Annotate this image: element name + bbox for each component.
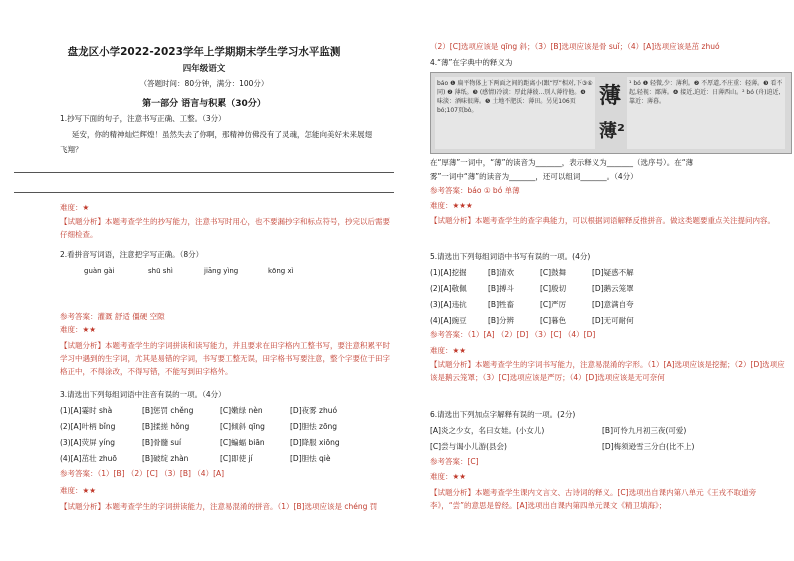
option[interactable]: (1)[A]挖掘 <box>430 268 467 277</box>
q2-difficulty: 难度：★★ <box>60 325 96 334</box>
option[interactable]: [B]分辨 <box>488 316 514 325</box>
option[interactable]: [D]胆怯 qiè <box>290 454 331 463</box>
q3-analysis-cont: （2）[C]选项应该是 qīng 斜；（3）[B]选项应该是骨 suǐ；（4）[A]选项应该是茁 zhuó <box>430 42 720 51</box>
q5-title: 5.请选出下列每组词语中书写有误的一项。(4分) <box>430 252 591 261</box>
dictionary-char: 薄² <box>599 121 625 142</box>
option[interactable]: [D]梅须逊雪三分白(比不上) <box>602 442 695 451</box>
exam-title: 盘龙区小学2022-2023学年上学期期末学生学习水平监测 <box>67 46 341 58</box>
option[interactable]: (4)[A]豌豆 <box>430 316 467 325</box>
q4-answer: 参考答案：báo ① bó 单薄 <box>430 186 520 195</box>
option[interactable]: [B]骨髓 suí <box>142 438 182 447</box>
q1-text-cont: 飞翔？ <box>60 145 83 154</box>
option[interactable]: [C]暮色 <box>540 316 567 325</box>
dictionary-entry-bo: ¹ bó ❶ 轻微,少：薄利。❷ 不厚道,不庄重：轻薄。❸ 看不起,轻视：鄙薄。❹ 接近,迫近：日薄西山。² bó (舟)迫近,靠近：薄暮。 <box>627 77 785 149</box>
q3-title: 3.请选出下列每组词语中注音有误的一项。（4分） <box>60 390 226 399</box>
q2-answer: 参考答案：灌溉 舒适 僵硬 空隙 <box>60 312 165 321</box>
option[interactable]: [D]无可耐何 <box>592 316 634 325</box>
q5-analysis: 【试题分析】本题考查学生的字词书写能力，注意易混淆的字形。（1）[A]选项应该是挖掘；（2）[D]选项应该是鹅云笼罩；（3）[C]选项应该是严厉；（4）[D]选项应该是无可奈何 <box>430 360 785 382</box>
option[interactable]: [D]疑惑不解 <box>592 268 634 277</box>
q2-pinyin-row: guàn gài shū shì jiāng yìng kōng xì <box>84 267 294 275</box>
q2-title: 2.看拼音写词语，注意把字写正确。（8分） <box>60 250 204 259</box>
right-page <box>412 0 792 561</box>
q4-difficulty: 难度：★★★ <box>430 201 473 210</box>
section-heading: 第一部分 语言与积累（30分） <box>142 99 266 109</box>
option[interactable]: (1)[A]霎时 shà <box>60 406 113 415</box>
q1-title: 1.抄写下面的句子，注意书写正确、工整。（3分） <box>60 114 226 123</box>
answer-line[interactable] <box>14 172 394 173</box>
option[interactable]: [C]倾斜 qīng <box>220 422 265 431</box>
q6-answer: 参考答案：[C] <box>430 457 479 466</box>
option[interactable]: (3)[A]违抗 <box>430 300 467 309</box>
q5-answer: 参考答案：（1）[A] （2）[D] （3）[C] （4）[D] <box>430 330 596 339</box>
option[interactable]: [C]嫩绿 nèn <box>220 406 263 415</box>
option[interactable]: [D]降服 xiōng <box>290 438 340 447</box>
q4-analysis: 【试题分析】本题考查学生的查字典能力，可以根据词语解释反推拼音。做这类题要重点关注提问内容。 <box>430 216 775 225</box>
dictionary-image <box>430 72 792 154</box>
option[interactable]: (4)[A]茁壮 zhuō <box>60 454 118 463</box>
option[interactable]: [C]严厉 <box>540 300 567 309</box>
option[interactable]: [B]可怜九月初三夜(可爱) <box>602 426 687 435</box>
q3-analysis: 【试题分析】本题考查学生的字词拼读能力，注意易混淆的拼音。（1）[B]选项应该是 chéng 罚 <box>60 502 378 511</box>
option[interactable]: [B]揉搓 hǒng <box>142 422 190 431</box>
option[interactable]: (2)[A]敬佩 <box>430 284 467 293</box>
option[interactable]: [C]尝与谒小儿游(县会) <box>430 442 507 451</box>
option[interactable]: [B]清欢 <box>488 268 514 277</box>
option[interactable]: [C]即使 jí <box>220 454 253 463</box>
q2-analysis: 【试题分析】本题考查学生的字词拼读和读写能力，并且要求在田字格内工整书写，要注意积累平时学习中遇到的生字词，尤其是易错的字词，书写要工整无误，田字格书写要注意，整个字要位于田字格正中，不得涂改，不得写错，不能写到田字格外。 <box>60 341 390 376</box>
answer-line[interactable] <box>14 192 394 193</box>
q6-analysis: 【试题分析】本题考查学生课内文言文、古诗词的释义。[C]选项出自课内第八单元《王戎不取道旁李》，“尝”的意思是曾经。[A]选项出自课内第四单元课文《精卫填海》； <box>430 488 757 510</box>
dictionary-entry-bao: báo ❶ 扁平物体上下两面之间的距离小(跟“厚”相对,下③⑥同) ❷ 薄纸。❸ (感情)冷淡：厚此薄彼...别人薄待他。❹ 味淡：酒味很薄。❺ 土地不肥沃：薄田。另见106页bó;107页bò。 <box>435 77 595 149</box>
dictionary-char: 薄 <box>599 84 622 109</box>
q5-difficulty: 难度：★★ <box>430 346 466 355</box>
option[interactable]: [D]胆怯 zōng <box>290 422 338 431</box>
option[interactable]: [C]鼓舞 <box>540 268 567 277</box>
q3-answer: 参考答案：（1）[B] （2）[C] （3）[B] （4）[A] <box>60 469 225 478</box>
q6-difficulty: 难度：★★ <box>430 472 466 481</box>
option[interactable]: [B]搏斗 <box>488 284 514 293</box>
option[interactable]: [C]蝙蝠 biān <box>220 438 265 447</box>
option[interactable]: [D]夜雾 zhuó <box>290 406 338 415</box>
q4-text-cont: 雾”一词中“薄”的读音为_______，还可以组词_______。（4分） <box>430 172 638 181</box>
q1-text: 延安，你的精神灿烂辉煌！虽然失去了你啊，那精神仿佛没有了灵魂，怎能向美好未来展翅 <box>72 130 372 139</box>
q4-text: 在“厚薄”一词中，“薄”的读音为_______，表示释义为_______（选序号）。在“薄 <box>430 158 694 167</box>
option[interactable]: [B]破绽 zhàn <box>142 454 189 463</box>
q4-title: 4.“薄”在字典中的释义为 <box>430 58 513 67</box>
option[interactable]: [B]惩罚 chěng <box>142 406 194 415</box>
q3-difficulty: 难度：★★ <box>60 486 96 495</box>
option[interactable]: [D]意满自夸 <box>592 300 634 309</box>
option[interactable]: [C]殷切 <box>540 284 567 293</box>
left-page <box>14 0 394 561</box>
option[interactable]: [A]炎之少女，名曰女娃。(小女儿) <box>430 426 545 435</box>
exam-info: （答题时间：80分钟，满分：100分） <box>139 79 269 88</box>
option[interactable]: (2)[A]叶柄 bǐng <box>60 422 116 431</box>
q1-analysis: 【试题分析】本题考查学生的抄写能力，注意书写时用心，也不要漏抄字和标点符号，抄完以后需要仔细检查。 <box>60 217 390 239</box>
option[interactable]: [D]鹅云笼罩 <box>592 284 634 293</box>
q6-title: 6.请选出下列加点字解释有误的一项。(2分) <box>430 410 576 419</box>
q1-difficulty: 难度：★ <box>60 203 90 212</box>
option[interactable]: [B]牲畜 <box>488 300 514 309</box>
exam-subtitle: 四年级语文 <box>182 64 226 74</box>
option[interactable]: (3)[A]荧屏 yíng <box>60 438 116 447</box>
